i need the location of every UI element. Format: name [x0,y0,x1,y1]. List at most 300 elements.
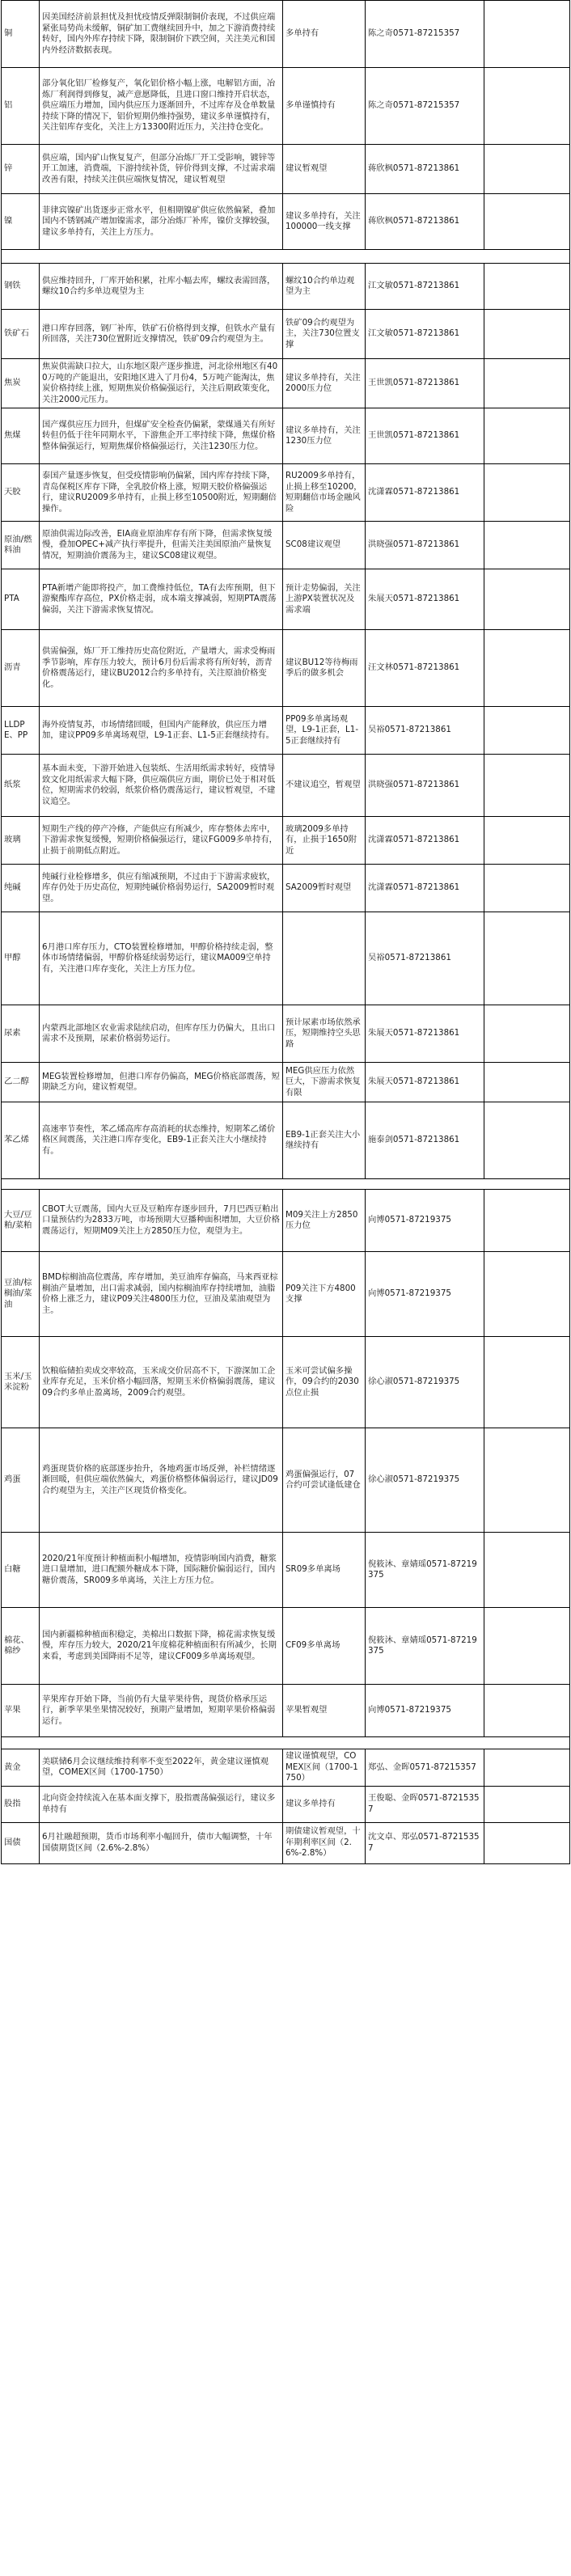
market-view [40,1685,283,1737]
commodity-name-text: LLDPE、PP [4,719,28,740]
blank-cell [484,359,570,408]
commodity-name [2,1822,40,1863]
strategy-text: CF09多单离场 [286,1640,340,1651]
table-row [2,522,570,569]
contact [366,408,484,464]
strategy-text: RU2009多单持有，止损上移至10200，短期翻倍市场金融风险 [286,471,362,514]
blank-cell [484,865,570,912]
blank-cell [484,1063,570,1102]
market-view [40,1102,283,1179]
market-view [40,359,283,408]
strategy-table [1,0,570,1864]
strategy-text: 建议多单持有，关注100000一线支撑 [286,210,361,231]
table-row [2,1337,570,1428]
market-view-text: 内蒙西北部地区农业需求陆续启动，但库存压力仍偏大，且出口需求不及预期，尿素价格弱势运行。 [42,1022,276,1043]
strategy [283,630,366,707]
market-view-text: 饮粮临储拍卖成交率较高，玉米成交价居高不下，下游深加工企业库存充足，玉米价格小幅回落，短期玉米价格偏弱震荡，建议09合约多单止盈离场，2009合约观望。 [42,1365,276,1398]
market-view [40,1190,283,1252]
contact-text: 沈潇霖0571-87213861 [368,882,460,893]
strategy [283,1102,366,1179]
commodity-name-text: 苹果 [4,1705,21,1715]
table-row [2,310,570,359]
table-row [2,194,570,250]
strategy [283,1190,366,1252]
blank-cell [484,1,570,68]
table-row [2,1786,570,1822]
strategy [283,817,366,865]
contact-text: 向博0571-87219375 [368,1288,451,1299]
commodity-name-text: 国债 [4,1837,21,1847]
commodity-name-text: 锌 [4,163,13,174]
table-row [2,817,570,865]
strategy-text: MEG供应压力依然巨大，下游需求恢复有限 [286,1065,361,1098]
blank-cell [484,194,570,250]
market-view-text: 国内新疆棉种植面积稳定，美棉出口数据下降，棉花需求恢复缓慢，库存压力较大，2020/21年度棉花种植面积有所减少，长期来看，考虑到美国降雨不足等，建议CF009多单离场观望。 [42,1629,277,1661]
market-view-text: 高速率节奏性，苯乙烯高库存高消耗的状态维持，短期苯乙烯价格区间震荡，关注港口库存变化，EB9-1正套关注大小继续持有。 [42,1123,276,1156]
commodity-name-text: 玻璃 [4,835,21,845]
commodity-name [2,1749,40,1787]
blank-cell [484,1533,570,1608]
contact-text: 江文敏0571-87213861 [368,328,460,339]
commodity-name [2,630,40,707]
contact-text: 王俊聪、金晖0571-87215357 [368,1793,480,1814]
strategy [283,1337,366,1428]
table-row [2,630,570,707]
market-view-text: 原油供需边际改善，EIA商业原油库存有所下降，但需求恢复缓慢，叠加OPEC+减产执行率提升，但需关注美国原油产量恢复情况，短期油价震荡为主，建议SC08建议观望。 [42,528,273,560]
market-view-text: CBOT大豆震荡，国内大豆及豆粕库存逐步回升，7月巴西豆粕出口量预估约为2833万吨，市场预期大豆播种面积增加，大豆价格震荡运行，短期M09关注上方2850压力位，观望为主。 [42,1203,280,1236]
market-view [40,755,283,817]
commodity-name [2,194,40,250]
market-view [40,1252,283,1337]
contact-text: 王世凯0571-87213861 [368,378,460,388]
table-row [2,1252,570,1337]
gap-cell [2,250,570,264]
strategy-text: 建议谨慎观望，COMEX区间（1700-1750） [286,1751,358,1783]
strategy [283,1252,366,1337]
strategy-text: PP09多单离场观望，L9-1正套，L1-5正套继续持有 [286,713,359,746]
strategy-text: 玻璃2009多单持有，止损于1650附近 [286,823,357,856]
contact [366,912,484,1005]
market-view [40,408,283,464]
strategy-text: 期债建议暂观望，十年期利率区间（2.6%-2.8%） [286,1826,361,1859]
blank-cell [484,912,570,1005]
strategy-text: 预计走势偏弱，关注上游PX装置状况及需求端 [286,582,361,615]
commodity-name-text: 鸡蛋 [4,1474,21,1485]
contact [366,264,484,310]
commodity-name-text: 铜 [4,28,13,39]
market-view-text: 美联储6月会议继续维持利率不变至2022年，黄金建议谨慎观望，COMEX区间（1700-1750） [42,1756,269,1778]
commodity-name [2,865,40,912]
section-gap [2,1179,570,1190]
market-view-text: 部分氧化铝厂检修复产，氧化铝价格小幅上涨，电解铝方面，冶炼厂利润得到修复，减产意愿降低，且进口窗口维持开启状态，供应端压力增加，国内供应压力逐渐回升，不过库存及仓单数量持续下降的情况下，铝价短期仍维持强势，建议多单谨慎持有，关注铝库存变化，关注上方13300附近压力，关注持仓变化。 [42,78,276,133]
strategy-text: 多单谨慎持有 [286,100,336,111]
blank-cell [484,522,570,569]
table-row [2,145,570,194]
blank-cell [484,310,570,359]
strategy [283,1063,366,1102]
commodity-name-text: 黄金 [4,1762,21,1772]
market-view [40,1608,283,1685]
contact [366,1685,484,1737]
blank-cell [484,707,570,755]
strategy-text: 不建议追空，暂观望 [286,780,361,790]
table-row [2,408,570,464]
contact-text: 蒋欣枫0571-87213861 [368,163,460,174]
strategy [283,1749,366,1787]
commodity-name [2,1428,40,1533]
contact-text: 倪筱沐、章婧瑶0571-87219375 [368,1635,477,1656]
table-row [2,569,570,630]
blank-cell [484,1005,570,1063]
market-view-text: 海外疫情复苏，市场情绪回暖，但国内产能释放，供应压力增加，建议PP09多单离场观望，L9-1正套、L1-5正套继续持有。 [42,719,274,740]
contact [366,707,484,755]
market-view [40,630,283,707]
strategy [283,1685,366,1737]
commodity-name [2,707,40,755]
commodity-name [2,359,40,408]
market-view [40,1428,283,1533]
strategy [283,408,366,464]
contact-text: 朱展天0571-87213861 [368,594,460,604]
strategy [283,359,366,408]
blank-cell [484,1822,570,1863]
blank-cell [484,464,570,522]
strategy-text: 建议多单持有，关注2000压力位 [286,372,361,393]
commodity-name [2,755,40,817]
contact-text: 沈潇霖0571-87213861 [368,487,460,497]
table-row [2,264,570,310]
table-row [2,912,570,1005]
commodity-name-text: 铁矿石 [4,328,29,339]
contact [366,817,484,865]
strategy [283,1608,366,1685]
strategy-text: 建议多单持有 [286,1798,336,1808]
commodity-name [2,1005,40,1063]
market-view-text: 短期生产线的停产冷修，产能供应有所减少，库存整体去库中，下游需求恢复缓慢，短期价格偏强运行，建议FG009多单持有，止损于前期低点附近。 [42,823,277,856]
blank-cell [484,1190,570,1252]
strategy [283,310,366,359]
market-view-text: BMD棕榈油高位震荡，库存增加，美豆油库存偏高，马来西亚棕榈油产量增加，出口需求减弱，国内棕榈油库存持续增加，油脂价格上涨乏力，建议P09关注4800压力位，豆油及菜油观望为主。 [42,1272,278,1315]
strategy-text: 预计尿素市场依然承压，短期维持空头思路 [286,1017,361,1049]
contact [366,1252,484,1337]
table-row [2,1749,570,1787]
commodity-name [2,1608,40,1685]
strategy-text: M09关注上方2850压力位 [286,1209,358,1230]
gap-cell [2,1737,570,1749]
blank-cell [484,1428,570,1533]
table-row [2,1533,570,1608]
commodity-name [2,1533,40,1608]
market-view [40,1533,283,1608]
market-view [40,1005,283,1063]
commodity-name [2,1063,40,1102]
commodity-name-text: 尿素 [4,1028,21,1038]
contact-text: 汪文林0571-87213861 [368,662,460,673]
commodity-name-text: 天胶 [4,487,21,497]
market-view-text: 6月港口库存压力，CTO装置检修增加，甲醇价格持续走弱，整体市场情绪偏弱，甲醇价格延续弱势运行，建议MA009空单持有，关注港口库存变化，关注上方压力位。 [42,941,273,974]
section-gap [2,250,570,264]
contact-text: 徐心淑0571-87219375 [368,1377,460,1387]
market-view [40,310,283,359]
commodity-name-text: 甲醇 [4,953,21,963]
commodity-name-text: 焦炭 [4,378,21,388]
market-view [40,522,283,569]
strategy [283,522,366,569]
market-view-text: MEG装置检修增加，但港口库存仍偏高，MEG价格底部震荡，短期缺乏方向，建议暂观望。 [42,1071,280,1092]
contact [366,1786,484,1822]
commodity-name [2,1252,40,1337]
contact-text: 施泰剑0571-87213861 [368,1135,460,1145]
contact [366,310,484,359]
commodity-name [2,145,40,194]
commodity-name [2,1,40,68]
contact [366,194,484,250]
contact [366,1608,484,1685]
strategy-text: SA2009暂时观望 [286,882,352,893]
market-view-text: 因美国经济前景担忧及担忧疫情反弹限制铜价表现，不过供应端紧张局势尚未缓解，铜矿加工费继续回升中，加之下游消费持续转好，国内外库存持续下降，限制铜价下跌空间，关注美元和国内外经济数据表现。 [42,12,276,55]
strategy-text: 建议暂观望 [286,163,328,174]
contact [366,464,484,522]
blank-cell [484,408,570,464]
market-view [40,1749,283,1787]
blank-cell [484,1252,570,1337]
contact-text: 朱展天0571-87213861 [368,1028,460,1038]
market-view-text: 纯碱行业检修增多，供应有缩减预期，不过由于下游需求疲软，库存仍处于历史高位，短期纯碱价格弱势运行，SA2009暂时观望。 [42,871,276,903]
strategy [283,1786,366,1822]
strategy-text: 多单持有 [286,28,319,39]
market-view-text: 鸡蛋现货价格的底部逐步抬升，各地鸡蛋市场反弹，补栏情绪逐渐回暖，但供应端依然偏大，鸡蛋价格整体偏弱运行，建议JD09合约观望为主，关注产区现货价格变化。 [42,1463,278,1495]
commodity-name [2,522,40,569]
contact [366,1005,484,1063]
commodity-name-text: 纸浆 [4,780,21,790]
table-row [2,1190,570,1252]
strategy-text: EB9-1正套关注大小继续持有 [286,1129,361,1150]
table-row [2,865,570,912]
strategy-text: 建议BU12等待梅雨季后的做多机会 [286,657,358,678]
gap-cell [2,1179,570,1190]
commodity-name-text: 焦煤 [4,430,21,441]
blank-cell [484,68,570,145]
commodity-name [2,1102,40,1179]
contact [366,1337,484,1428]
contact-text: 洪晓强0571-87213861 [368,539,460,550]
contact-text: 蒋欣枫0571-87213861 [368,216,460,226]
market-view [40,1822,283,1863]
blank-cell [484,1685,570,1737]
market-view-text: 港口库存回落，钢厂补库，铁矿石价格得到支撑，但铁水产量有所回落，关注730位置附近支撑情况，铁矿09合约观望为主。 [42,323,276,344]
market-view-text: 6月社融超预期，货币市场利率小幅回升，债市大幅调整，十年国债期货区间（2.6%-2.8%） [42,1832,273,1853]
strategy-text: 建议多单持有，关注1230压力位 [286,425,361,446]
commodity-name-text: PTA [4,594,19,604]
contact [366,522,484,569]
contact [366,865,484,912]
commodity-name-text: 白糖 [4,1564,21,1575]
market-view-text: 2020/21年度预计种植面积小幅增加，疫情影响国内消费，糖浆进口量增加，进口配额外糖成本下降，国际糖价偏弱运行，国内糖价震荡，SR009多单离场，关注上方压力位。 [42,1553,277,1585]
contact-text: 郑弘、金晖0571-87215357 [368,1762,476,1772]
strategy-text: P09关注下方4800支撑 [286,1283,356,1304]
commodity-name [2,569,40,630]
table-row [2,464,570,522]
market-view-text: PTA新增产能即将投产，加工费维持低位，TA有去库预期，但下游聚酯库存高位，PX价格走弱，成本端支撑减弱，短期PTA震荡偏弱，关注下游需求恢复情况。 [42,582,277,615]
commodity-name [2,1190,40,1252]
blank-cell [484,145,570,194]
market-view-text: 泰国产量逐步恢复，但受疫情影响仍偏紧，国内库存持续下降，青岛保税区库存下降，全乳胶价格上涨，短期天胶价格偏强运行，建议RU2009多单持有，止损上移至10500附近，短期翻倍操作。 [42,471,277,514]
commodity-name-text: 原油/燃料油 [4,534,32,555]
market-view-text: 供应维持回升，厂库开始积累，社库小幅去库，螺纹表需回落，螺纹10合约多单边观望为主 [42,275,276,296]
strategy [283,145,366,194]
contact [366,630,484,707]
market-view-text: 供应端，国内矿山恢复复产，但部分冶炼厂开工受影响，镀锌等开工加速，消费端，下游持续补货，锌价得到支撑，不过需求端改善有限，持续关注供应端恢复情况，建议暂观望 [42,152,276,184]
contact-text: 吴裕0571-87213861 [368,953,451,963]
commodity-name [2,817,40,865]
table-row [2,1102,570,1179]
strategy [283,707,366,755]
market-view [40,1,283,68]
table-row [2,1428,570,1533]
market-view [40,912,283,1005]
contact [366,1190,484,1252]
contact [366,755,484,817]
table-row [2,1685,570,1737]
commodity-name-text: 豆油/棕榈油/菜油 [4,1277,32,1309]
table-row [2,1822,570,1863]
market-view-text: 供需偏强，炼厂开工维持历史高位附近，产量增大，需求受梅雨季节影响，库存压力较大，预计6月份后需求将有所好转，沥青价格震荡运行，建议BU2012合约多单持有，关注原油价格变化。 [42,646,276,689]
commodity-name-text: 纯碱 [4,882,21,893]
contact [366,1063,484,1102]
strategy [283,68,366,145]
table-row [2,1608,570,1685]
commodity-name [2,464,40,522]
strategy [283,865,366,912]
contact-text: 陈之奇0571-87215357 [368,100,460,111]
strategy-text: 鸡蛋偏强运行，07合约可尝试逢低建仓 [286,1469,361,1490]
strategy-text: SC08建议观望 [286,539,341,550]
commodity-name [2,1337,40,1428]
market-view [40,1063,283,1102]
contact-text: 王世凯0571-87213861 [368,430,460,441]
table-body [2,1,570,1864]
table-row [2,755,570,817]
table-row [2,359,570,408]
commodity-name-text: 铝 [4,100,13,111]
strategy-text: 苹果暂观望 [286,1705,328,1715]
commodity-name [2,1786,40,1822]
market-view-text: 北向资金持续流入在基本面支撑下，股指震荡偏强运行，建议多单持有 [42,1793,276,1814]
commodity-name-text: 苯乙烯 [4,1135,29,1145]
blank-cell [484,1749,570,1787]
market-view [40,707,283,755]
market-view [40,145,283,194]
strategy [283,1,366,68]
commodity-name [2,310,40,359]
contact [366,1428,484,1533]
strategy [283,1005,366,1063]
commodity-name-text: 玉米/玉米淀粉 [4,1371,32,1392]
market-view [40,264,283,310]
commodity-name-text: 钢铁 [4,281,21,291]
market-view-text: 焦炭供需缺口拉大，山东地区限产逐步推进，河北徐州地区有400万吨的产能退出，安阳地区进入了月份4，5万吨产能淘汰，焦炭价格持续上涨，短期焦炭价格偏强运行，关注后期政策变化，关注2000元压力。 [42,362,278,404]
commodity-name-text: 股指 [4,1798,21,1808]
contact [366,569,484,630]
strategy-text: 螺纹10合约单边观望为主 [286,275,355,296]
blank-cell [484,755,570,817]
contact-text: 江文敏0571-87213861 [368,281,460,291]
contact-text: 沈文卓、郑弘0571-87215357 [368,1832,480,1853]
blank-cell [484,630,570,707]
market-view-text: 基本面未变，下游开始进入包装纸、生活用纸需求转好，疫情导致文化用纸需求大幅下降，供应端供应方面，期价已处于相对低位，短期需求仍较弱，纸浆价格仍震荡运行，建议暂观望，不建议追空。 [42,763,276,806]
commodity-name-text: 沥青 [4,662,21,673]
blank-cell [484,1786,570,1822]
contact [366,1822,484,1863]
market-view [40,1786,283,1822]
commodity-name-text: 乙二醇 [4,1077,29,1087]
contact [366,1102,484,1179]
strategy-text: 铁矿09合约观望为主，关注730位置支撑 [286,317,360,349]
contact [366,145,484,194]
strategy [283,569,366,630]
commodity-name [2,912,40,1005]
market-view [40,68,283,145]
strategy-text: SR09多单离场 [286,1564,340,1575]
strategy [283,264,366,310]
blank-cell [484,1608,570,1685]
blank-cell [484,264,570,310]
table-row [2,707,570,755]
contact-text: 洪晓强0571-87213861 [368,780,460,790]
market-view [40,1337,283,1428]
table-row [2,68,570,145]
contact-text: 沈潇霖0571-87213861 [368,835,460,845]
strategy [283,755,366,817]
market-view-text: 苹果库存开始下降，当前仍有大量苹果待售，现货价格承压运行，新季苹果坐果情况较好，预期产量增加，短期苹果价格偏弱运行。 [42,1694,276,1726]
commodity-name [2,68,40,145]
market-view [40,865,283,912]
strategy [283,1533,366,1608]
strategy [283,1822,366,1863]
table-row [2,1063,570,1102]
contact [366,68,484,145]
strategy [283,912,366,1005]
contact-text: 朱展天0571-87213861 [368,1077,460,1087]
contact-text: 徐心淑0571-87219375 [368,1474,460,1485]
blank-cell [484,1102,570,1179]
market-view-text: 国产煤供应压力回升，但煤矿安全检查仍偏紧，蒙煤通关有所好转但仍低于往年同期水平，下游焦企开工率持续下降，焦煤价格整体偏强运行，短期焦煤价格偏强运行，关注1230压力位。 [42,419,276,451]
contact [366,1749,484,1787]
table-row [2,1005,570,1063]
commodity-name [2,1685,40,1737]
section-gap [2,1737,570,1749]
market-view [40,569,283,630]
blank-cell [484,569,570,630]
commodity-name-text: 大豆/豆粕/菜粕 [4,1209,32,1230]
market-view-text: 菲律宾镍矿出货逐步正常水平，但相期镍矿供应依然偏紧，叠加国内不锈钢减产增加镍需求，部分冶炼厂补库，镍价支撑较强，建议多单持有，关注上方压力。 [42,205,276,237]
commodity-name [2,264,40,310]
contact [366,1,484,68]
market-view [40,194,283,250]
contact-text: 向博0571-87219375 [368,1705,451,1715]
market-view [40,817,283,865]
strategy [283,1428,366,1533]
market-view [40,464,283,522]
blank-cell [484,1337,570,1428]
commodity-name-text: 棉花、棉纱 [4,1635,29,1656]
commodity-name [2,408,40,464]
contact-text: 向博0571-87219375 [368,1215,451,1225]
contact-text: 倪筱沐、章婧瑶0571-87219375 [368,1559,477,1580]
contact-text: 吴裕0571-87213861 [368,725,451,735]
strategy [283,194,366,250]
contact-text: 陈之奇0571-87215357 [368,28,460,39]
